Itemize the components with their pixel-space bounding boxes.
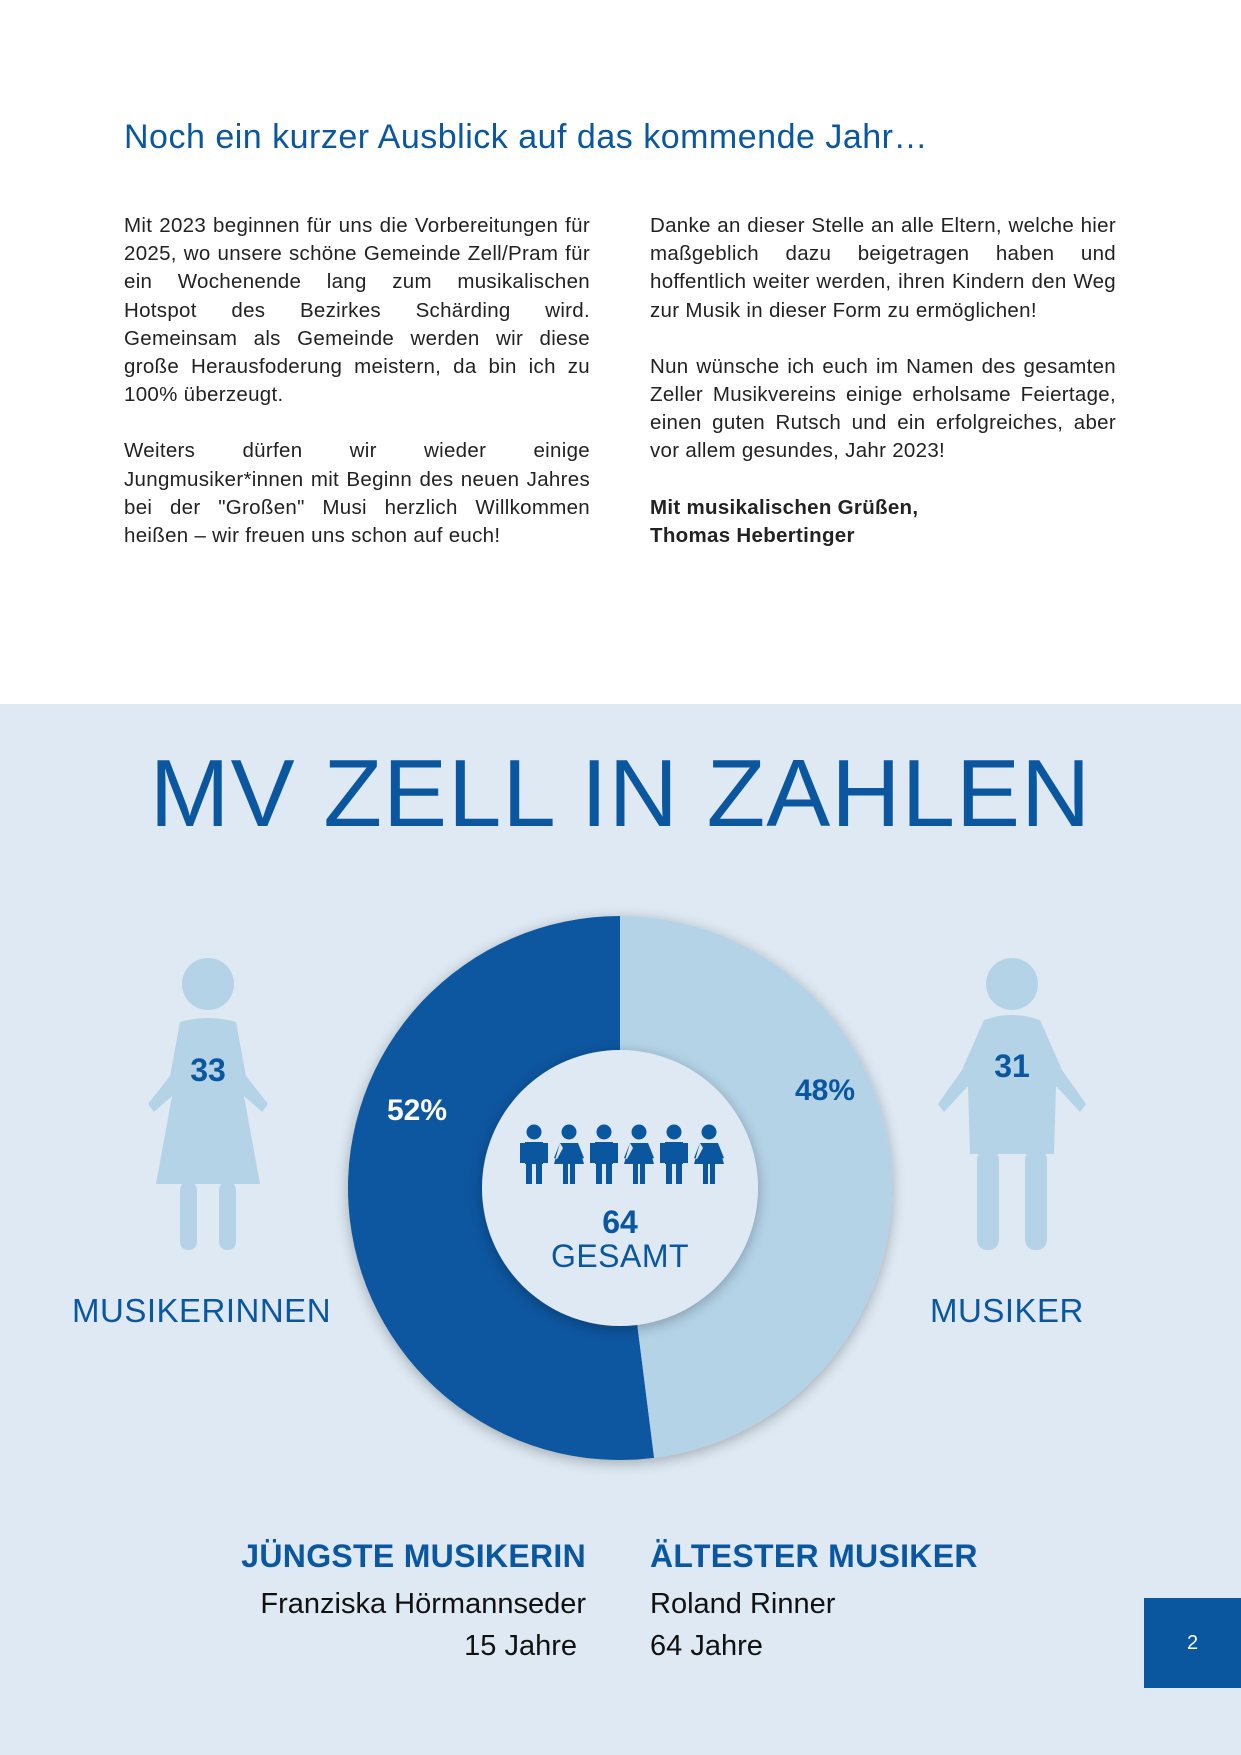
oldest-name: Roland Rinner [650,1588,836,1620]
youngest-age: 15 Jahre [464,1630,577,1662]
signoff [650,494,1116,550]
female-category-label: MUSIKERINNEN [72,1292,332,1329]
text-column-right [650,212,1116,578]
male-category-label: MUSIKER [930,1292,1084,1329]
paragraph: Weiters dürfen wir wieder einige Jungmusiker*innen mit Beginn des neuen Jahres bei der "Großen" Musi herzlich Willkommen heißen – wir freuen uns schon auf euch! [124,439,590,548]
paragraph: Nun wünsche ich euch im Namen des gesamten Zeller Musikvereins einige erholsame Feiertage, einen guten Rutsch und ein erfolgreiches, aber vor allem gesundes, Jahr 2023! [650,354,1116,463]
total-count: 64 [602,1204,638,1240]
male-person-icon [938,958,1086,1250]
paragraph: Mit 2023 beginnen für uns die Vorbereitungen für 2025, wo unsere schöne Gemeinde Zell/Pram für ein Wochenende lang zum musikalischen Hotspot des Bezirkes Schärding wird. Gemeinsam als Gemeinde werden wir diese große Herausfoderung meistern, da bin ich zu 100% überzeugt. [124,214,590,407]
paragraph: Danke an dieser Stelle an alle Eltern, welche hier maßgeblich dazu beigetragen haben und hoffentlich weiter werden, ihren Kindern den Weg zur Musik in dieser Form zu ermöglichen! [650,214,1116,322]
oldest-age: 64 Jahre [650,1630,763,1662]
signoff-greeting: Mit musikalischen Grüßen, [650,495,919,519]
page-number: 2 [1144,1598,1241,1688]
youngest-name: Franziska Hörmannseder [260,1588,586,1620]
total-label: GESAMT [550,1238,690,1274]
text-column-left [124,212,590,578]
youngest-title: JÜNGSTE MUSIKERIN [241,1538,586,1574]
stats-title: MV ZELL IN ZAHLEN [149,740,1092,847]
male-count: 31 [994,1048,1030,1084]
male-percentage: 48% [794,1074,856,1107]
female-count: 33 [190,1052,226,1088]
signoff-author: Thomas Hebertinger [650,523,855,547]
section-heading: Noch ein kurzer Ausblick auf das kommende Jahr… [124,118,928,156]
donut-hole [482,1050,758,1326]
stats-section [0,704,1241,1755]
oldest-title: ÄLTESTER MUSIKER [650,1538,978,1574]
female-person-icon [148,958,268,1250]
female-percentage: 52% [386,1094,448,1127]
